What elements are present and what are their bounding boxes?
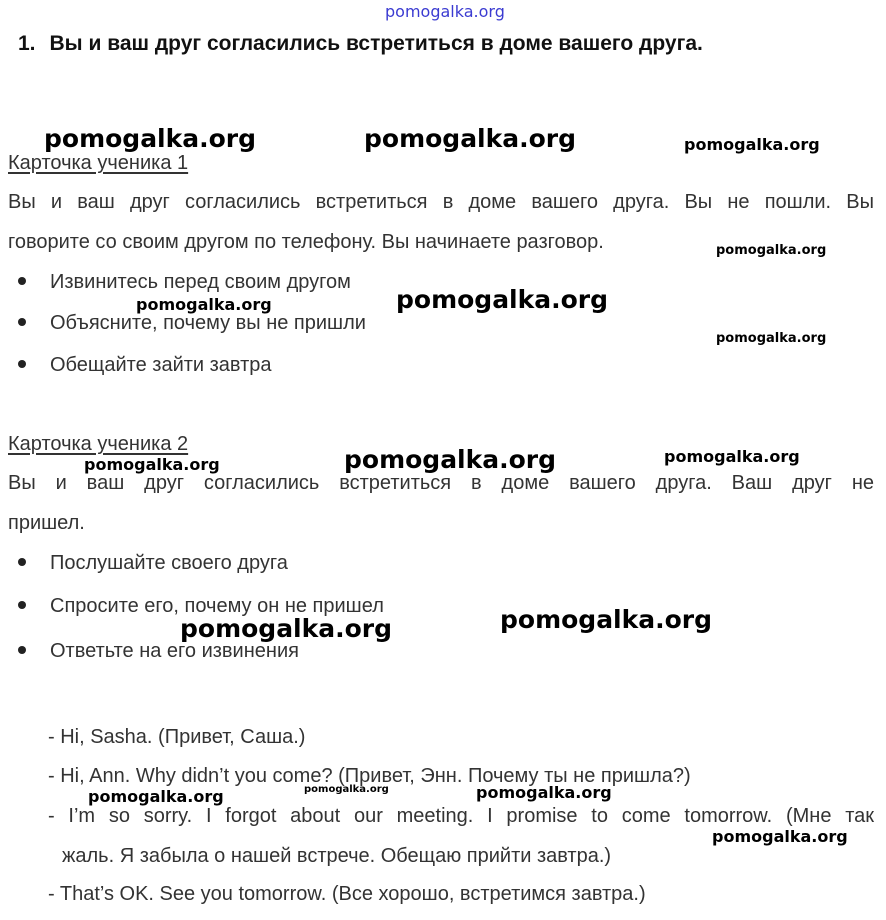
bullet-dot-icon (18, 558, 26, 566)
watermark: pomogalka.org (88, 787, 224, 806)
watermark: pomogalka.org (396, 285, 609, 314)
bullet-dot-icon (18, 360, 26, 368)
card1-bullet-3: Обещайте зайти завтра (18, 354, 272, 377)
task-heading (18, 32, 703, 56)
watermark: pomogalka.org (712, 827, 848, 846)
card1-text-line-2: говорите со своим другом по телефону. Вы начинаете разговор. (8, 231, 604, 253)
dialogue-line-1: - Hi, Sasha. (Привет, Саша.) (48, 726, 306, 748)
dialogue-line-4: жаль. Я забыла о нашей встрече. Обещаю прийти завтра.) (62, 845, 612, 867)
watermark: pomogalka.org (136, 295, 272, 314)
watermark: pomogalka.org (304, 784, 389, 795)
watermark: pomogalka.org (500, 605, 713, 634)
watermark: pomogalka.org (664, 447, 800, 466)
watermark: pomogalka.org (84, 455, 220, 474)
card2-bullet-1: Послушайте своего друга (18, 552, 288, 575)
bullet-dot-icon (18, 646, 26, 654)
bullet-dot-icon (18, 601, 26, 609)
card1-bullet-2: Объясните, почему вы не пришли (18, 312, 366, 335)
watermark: pomogalka.org (716, 331, 827, 346)
card2-text-line-1: Вы и ваш друг согласились встретиться в доме вашего друга. Ваш друг не (8, 472, 874, 494)
card2-text-line-2: пришел. (8, 512, 85, 534)
watermark: pomogalka.org (476, 783, 612, 802)
card2-title: Карточка ученика 2 (8, 433, 189, 455)
card1-title: Карточка ученика 1 (8, 152, 189, 174)
dialogue-line-2: - Hi, Ann. Why didn’t you come? (Привет, Энн. Почему ты не пришла?) (48, 765, 691, 787)
card2-bullet-2: Спросите его, почему он не пришел (18, 595, 384, 618)
task-title: Вы и ваш друг согласились встретиться в доме вашего друга. (49, 32, 703, 55)
dialogue-line-3: - I’m so sorry. I forgot about our meeting. I promise to come tomorrow. (Мне так (48, 805, 874, 827)
bullet-dot-icon (18, 277, 26, 285)
site-url-header[interactable]: pomogalka.org (385, 2, 505, 21)
watermark: pomogalka.org (364, 124, 577, 153)
watermark: pomogalka.org (716, 243, 827, 258)
watermark: pomogalka.org (684, 135, 820, 154)
dialogue-line-5: - That’s OK. See you tomorrow. (Все хорошо, встретимся завтра.) (48, 883, 646, 905)
card2-bullet-3: Ответьте на его извинения (18, 640, 299, 663)
card1-text-line-1: Вы и ваш друг согласились встретиться в доме вашего друга. Вы не пошли. Вы (8, 191, 874, 213)
task-number: 1. (18, 32, 36, 55)
bullet-dot-icon (18, 318, 26, 326)
watermark: pomogalka.org (180, 614, 393, 643)
watermark: pomogalka.org (44, 124, 257, 153)
watermark: pomogalka.org (344, 445, 557, 474)
card1-bullet-1: Извинитесь перед своим другом (18, 271, 351, 294)
